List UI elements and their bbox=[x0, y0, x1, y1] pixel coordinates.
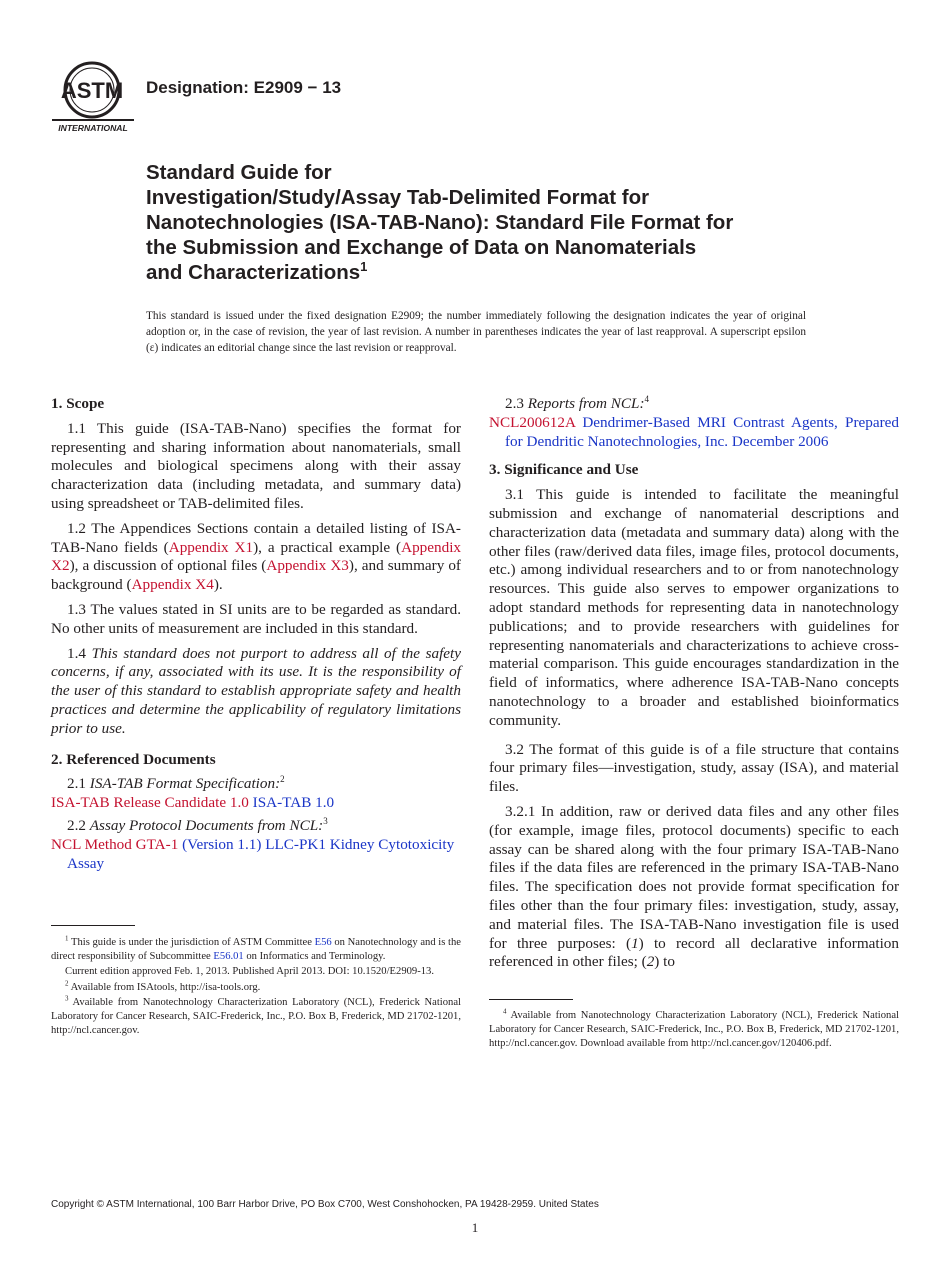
svg-text:ASTM: ASTM bbox=[60, 78, 124, 103]
footnotes-right bbox=[489, 1009, 899, 1053]
footnote-rule-left bbox=[51, 925, 135, 926]
title-line-4: the Submission and Exchange of Data on Nanomaterials bbox=[146, 236, 697, 259]
ref-2-3: 2.3 Reports from NCL:$^4$ bbox=[505, 393, 650, 412]
link-appendix-x3[interactable]: Appendix X3 bbox=[266, 557, 349, 575]
document-title bbox=[146, 160, 836, 285]
title-line-2: Investigation/Study/Assay Tab-Delimited Format for bbox=[146, 186, 650, 209]
ref-2-1: 2.1 ISA-TAB Format Specification:$^2$ bbox=[67, 774, 285, 793]
right-column bbox=[489, 395, 899, 978]
ref-2-3-items bbox=[489, 414, 899, 452]
footnote-rule-right bbox=[489, 999, 573, 1000]
title-footnote-mark[interactable]: 1 bbox=[360, 259, 368, 275]
designation: Designation: E2909 − 13 bbox=[146, 78, 342, 97]
para-3-1: 3.1 This guide is intended to facilitate the meaningful submission and exchange of nanomaterial descriptions and characterization data (metadata and summary data) along with the other files (raw/derived data files, image files, protocol documents, etc.) among individual researchers and to or from nanotechnology resources. This guide also serves to empower organizations to adopt standard methods for representing data in nanotechnology publications; and to provide researchers with guidelines for representing nanomaterials and characterizations to achieve cross-material comparison. This guide encourages standardization in the field of informatics, where adherence ISA-TAB-Nano concepts nanotechnology to a broader and established bioinformatics community. bbox=[489, 486, 899, 729]
link-llc-pk1[interactable]: (Version 1.1) LLC-PK1 Kidney Cytotoxicity Assay bbox=[67, 835, 455, 872]
edition-note: Current edition approved Feb. 1, 2013. Published April 2013. DOI: 10.1520/E2909-13. bbox=[65, 966, 434, 978]
link-isa-tab-1[interactable]: ISA-TAB 1.0 bbox=[252, 794, 335, 812]
section-significance-heading: 3. Significance and Use bbox=[489, 461, 639, 479]
link-isa-tab-rc[interactable]: ISA-TAB Release Candidate 1.0 bbox=[51, 794, 249, 812]
standard-notice: This standard is issued under the fixed designation E2909; the number immediately following the designation indicates the year of original adoption or, in the case of revision, the year of last revision. A number in parentheses indicates the year of last reapproval. A superscript epsilon (ε) indicates an editorial change since the last revision or reapproval. bbox=[146, 310, 806, 354]
ref-2-2-items bbox=[51, 836, 461, 874]
link-dendrimer-report[interactable]: Dendrimer-Based MRI Contrast Agents, Prepared for Dendritic Nanotechnologies, Inc. December 2006 bbox=[505, 413, 899, 450]
footnote-4: $^4$ Available from Nanotechnology Characterization Laboratory (NCL), Frederick National Laboratory for Cancer Research, SAIC-Frederick, Inc., P.O. Box B, Frederick, MD 21702-1201, http://ncl.cancer.gov. Download available from http://ncl.cancer.gov/120406.pdf. bbox=[489, 1007, 899, 1050]
link-e56-01[interactable]: E56.01 bbox=[213, 951, 244, 963]
para-3-2: 3.2 The format of this guide is of a file structure that contains four primary files—investigation, study, assay (ISA), and material files. bbox=[489, 740, 899, 796]
copyright-notice: Copyright © ASTM International, 100 Barr Harbor Drive, PO Box C700, West Conshohocken, PA 19428-2959. United States bbox=[51, 1199, 599, 1210]
para-1-1: 1.1 This guide (ISA-TAB-Nano) specifies the format for representing and sharing information about nanomaterials, small molecules and biological specimens along with their assay characterization data (including metadata, and summary data) using spreadsheet or TAB-delimited files. bbox=[51, 419, 461, 512]
link-appendix-x4[interactable]: Appendix X4 bbox=[131, 576, 214, 594]
footnotes-left bbox=[51, 936, 461, 1039]
link-appendix-x2[interactable]: Appendix X2 bbox=[51, 538, 462, 575]
title-line-5: and Characterizations bbox=[146, 261, 361, 284]
astm-logo-icon bbox=[52, 60, 136, 134]
section-scope-heading: 1. Scope bbox=[51, 395, 105, 412]
left-column bbox=[51, 395, 461, 877]
title-line-1: Standard Guide for bbox=[146, 161, 332, 184]
section-referenced-documents-heading: 2. Referenced Documents bbox=[51, 750, 216, 768]
footnote-2: $^2$ Available from ISAtools, http://isa-tools.org. bbox=[65, 979, 261, 993]
footnote-3: $^3$ Available from Nanotechnology Characterization Laboratory (NCL), Frederick National Laboratory for Cancer Research, SAIC-Frederick, Inc., P.O. Box B, Frederick, MD 21702-1201, http://ncl.cancer.gov. bbox=[51, 994, 461, 1037]
link-ncl-method[interactable]: NCL Method GTA-1 bbox=[51, 835, 179, 853]
link-ncl200612a[interactable]: NCL200612A bbox=[489, 413, 576, 431]
footnote-1: $^1$ This guide is under the jurisdiction of ASTM Committee E56 on Nanotechnology and is the direct responsibility of Subcommittee E56.01 on Informatics and Terminology. bbox=[51, 934, 461, 963]
para-1-2: 1.2 The Appendices Sections contain a detailed listing of ISA-TAB-Nano fields (Appendix X1), a practical example (Appendix X2), a discussion of optional files (Appendix X3), and summary of background (Appendix X4). bbox=[51, 519, 462, 594]
link-e56[interactable]: E56 bbox=[314, 937, 332, 948]
para-1-3: 1.3 The values stated in SI units are to be regarded as standard. No other units of measurement are included in this standard. bbox=[51, 600, 461, 637]
astm-logo bbox=[52, 60, 136, 134]
para-1-4: 1.4 This standard does not purport to address all of the safety concerns, if any, associated with its use. It is the responsibility of the user of this standard to establish appropriate safety and health practices and determine the applicability of regulatory limitations prior to use. bbox=[51, 644, 462, 737]
title-line-3: Nanotechnologies (ISA-TAB-Nano): Standard File Format for bbox=[146, 211, 734, 234]
link-appendix-x1[interactable]: Appendix X1 bbox=[168, 538, 254, 556]
ref-2-1-items bbox=[51, 794, 461, 813]
ref-2-2: 2.2 Assay Protocol Documents from NCL:$^3$ bbox=[67, 815, 328, 834]
para-3-2-1: 3.2.1 In addition, raw or derived data files and any other files (for example, image files, protocol documents) specific to each assay can be shared along with the four primary ISA-TAB-Nano files if the data files are referenced in the primary ISA-TAB-Nano files. The specification does not provide format specification for files other than the four primary files: investigation, study, assay, and material files. The ISA-TAB-Nano investigation file is used for three purposes: (1) to record all declarative information referenced in other files; (2) to bbox=[489, 802, 899, 971]
page-number: 1 bbox=[471, 1220, 479, 1235]
logo-text: INTERNATIONAL bbox=[58, 123, 128, 133]
